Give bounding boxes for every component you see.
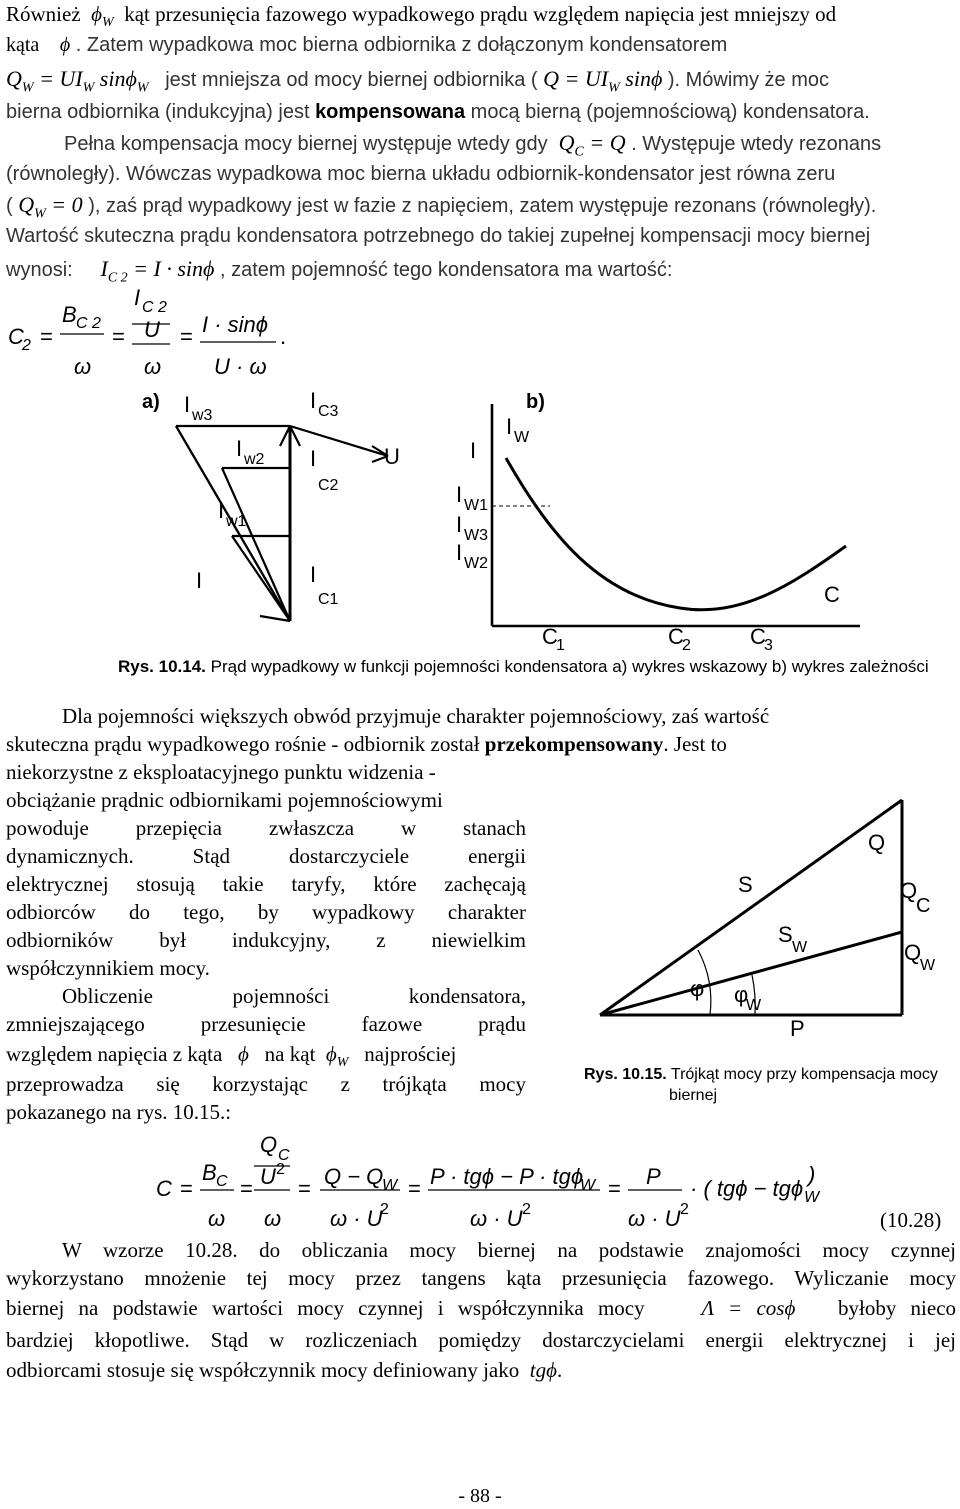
svg-text:2: 2 xyxy=(522,1201,531,1218)
p1-line-9: wynosi: $I_{C 2} = I \cdot \sin\phi$ , zatem pojemność tego kondensatora ma wartość: xyxy=(6,256,673,286)
svg-text:C: C xyxy=(216,1173,228,1190)
svg-text:Q: Q xyxy=(904,940,922,965)
formula-10-28 xyxy=(150,1126,820,1242)
svg-text:I: I xyxy=(456,540,463,565)
svg-text:Q: Q xyxy=(260,1132,278,1157)
p3-line-2: zmniejszającego przesunięcie fazowe prądu xyxy=(6,1012,526,1036)
svg-text:W: W xyxy=(514,429,530,446)
svg-text:Q: Q xyxy=(868,830,886,855)
p4-line-2: wykorzystano mnożenie tej mocy przez tangens kąta przesunięcia fazowego. Wyliczanie mocy xyxy=(6,1266,956,1290)
svg-text:Q − Q: Q − Q xyxy=(324,1164,384,1189)
svg-text:W: W xyxy=(382,1177,398,1194)
caption-number: Rys. 10.14. xyxy=(118,657,206,676)
phasor-u xyxy=(290,426,388,456)
p4-text: odbiorcami stosuje się współczynnik mocy definiowany jako xyxy=(6,1358,520,1382)
p1-text: Również xyxy=(6,2,81,26)
svg-text:1: 1 xyxy=(556,637,565,654)
p2-line-4: obciążanie prądnic odbiornikami pojemnościowymi xyxy=(6,788,443,812)
p1-line-1: Również $\phi_W$ kąt przesunięcia fazowego wypadkowego prądu względem napięcia jest mniejszy od xyxy=(6,2,837,31)
p3-line-3: względem napięcia z kąta ϕ na kąt $\phi_W$ najprościej xyxy=(6,1042,457,1071)
power-triangle xyxy=(600,800,902,1015)
svg-text:=: = xyxy=(40,324,53,349)
p2-text: . Jest to xyxy=(663,732,727,756)
p4-line-4: bardziej kłopotliwe. Stąd w rozliczeniach pomiędzy dostarczycielami energii elektrycznej i jej xyxy=(6,1328,956,1352)
p2-line-2 xyxy=(6,730,956,759)
current-curve xyxy=(506,458,846,610)
p1-text: wynosi: xyxy=(6,259,73,281)
svg-text:I: I xyxy=(196,568,203,593)
svg-text:=: = xyxy=(408,1176,421,1201)
p2-line-10: współczynnikiem mocy. xyxy=(6,956,210,980)
caption-text: Trójkąt mocy przy kompensacja mocy xyxy=(670,1066,938,1083)
svg-text:=: = xyxy=(180,1176,193,1201)
p2-line-1 xyxy=(62,702,956,731)
p1-text: , zatem pojemność tego kondensatora ma wartość: xyxy=(219,259,673,281)
p2-line-5: powoduje przepięcia zwłaszcza w stanach xyxy=(6,816,526,840)
svg-text:C: C xyxy=(8,324,24,349)
svg-text:C: C xyxy=(156,1176,172,1201)
svg-text:C: C xyxy=(824,582,840,607)
svg-text:I: I xyxy=(218,498,225,523)
p4-line-3: biernej na podstawie wartości mocy czynnej i współczynnika mocy Λ = cosϕ byłoby nieco xyxy=(6,1296,957,1320)
svg-text:=: = xyxy=(112,324,125,349)
svg-text:I: I xyxy=(310,388,317,413)
svg-text:φ: φ xyxy=(690,976,705,1001)
curve-diagram xyxy=(492,404,860,626)
figure-10-15-caption xyxy=(584,1064,938,1106)
p1-text: ). Mówimy że moc xyxy=(667,69,829,91)
svg-text:B: B xyxy=(202,1160,217,1185)
svg-text:I: I xyxy=(236,436,243,461)
figure-10-15 xyxy=(580,780,956,1070)
svg-text:C1: C1 xyxy=(318,591,339,608)
caption-text: biernej xyxy=(669,1087,718,1104)
svg-text:3: 3 xyxy=(764,637,773,654)
svg-text:2: 2 xyxy=(680,1201,689,1218)
p1-text: mocą bierną (pojemnościową) kondensatora. xyxy=(470,101,870,123)
fig-b-label: b) xyxy=(526,391,545,413)
p1-line-8 xyxy=(6,222,956,251)
svg-text:B: B xyxy=(62,302,77,327)
svg-text:C 2: C 2 xyxy=(76,315,101,332)
svg-text:W2: W2 xyxy=(464,555,488,572)
svg-text:ω: ω xyxy=(208,1206,226,1231)
svg-text:I: I xyxy=(310,562,317,587)
p1-bold-term: kompensowana xyxy=(315,101,466,123)
svg-text:C 2: C 2 xyxy=(142,299,167,316)
svg-text:2: 2 xyxy=(22,337,31,354)
p1-line-5: Pełna kompensacja mocy biernej występuje wtedy gdy $Q_C = Q$ . Występuje wtedy rezonans xyxy=(64,130,882,160)
svg-text:I: I xyxy=(456,512,463,537)
svg-text:· ( tgϕ − tgϕ: · ( tgϕ − tgϕ xyxy=(690,1176,804,1201)
svg-text:w1: w1 xyxy=(226,513,247,530)
p1-text: jest mniejsza od mocy biernej odbiornika ( xyxy=(165,69,538,91)
svg-text:W: W xyxy=(920,957,936,974)
p1-line-6 xyxy=(6,160,956,189)
svg-text:w3: w3 xyxy=(192,407,213,424)
formula-10-28-close xyxy=(808,1160,848,1200)
svg-text:W: W xyxy=(792,939,808,956)
p2-line-6: dynamicznych. Stąd dostarczyciele energii xyxy=(6,844,526,868)
figure-10-14-caption xyxy=(118,657,929,677)
caption-number: Rys. 10.15. xyxy=(584,1066,667,1083)
p3-text: na kąt xyxy=(264,1042,316,1066)
fig-a-label: a) xyxy=(142,391,160,413)
svg-text:W3: W3 xyxy=(464,527,488,544)
svg-text:2: 2 xyxy=(682,637,691,654)
svg-text:U: U xyxy=(144,317,160,342)
svg-text:W: W xyxy=(746,997,762,1014)
svg-text:ω: ω xyxy=(264,1206,282,1231)
p3-text: najprościej xyxy=(364,1042,457,1066)
svg-text:2: 2 xyxy=(276,1161,285,1178)
svg-text:U · ω: U · ω xyxy=(214,354,267,379)
p1-text: ), zaś prąd wypadkowy jest w fazie z napięciem, zatem występuje rezonans (równoległy). xyxy=(88,195,877,217)
p2-line-8: odbiorców do tego, by wypadkowy charakter xyxy=(6,900,526,924)
svg-text:S: S xyxy=(778,922,793,947)
p2-text: Dla pojemności większych obwód przyjmuje charakter pojemnościowy, zaś wartość xyxy=(62,704,770,728)
p1-text: (równoległy). Wówczas wypadkowa moc bierna układu odbiornik-kondensator jest równa zeru xyxy=(6,163,836,185)
svg-text:2: 2 xyxy=(380,1201,389,1218)
hypotenuse-s xyxy=(600,800,902,1015)
svg-text:ω: ω xyxy=(74,354,92,379)
p4-text: biernej na podstawie wartości mocy czynnej i współczynnika mocy xyxy=(6,1296,645,1320)
p3-line-1: Obliczenie pojemności kondensatora, xyxy=(62,984,526,1008)
svg-text:I: I xyxy=(310,446,317,471)
svg-text:W: W xyxy=(580,1177,596,1194)
svg-text:=: = xyxy=(240,1176,253,1201)
page-number: - 88 - xyxy=(458,1485,502,1507)
svg-text:w2: w2 xyxy=(244,451,265,468)
svg-text:.: . xyxy=(280,324,287,349)
p1-text: Wartość skuteczna prądu kondensatora potrzebnego do takiej zupełnej kompensacji mocy biernej xyxy=(6,225,871,247)
phasor-iw2 xyxy=(222,468,290,621)
svg-text:P: P xyxy=(646,1164,661,1189)
svg-text:S: S xyxy=(738,872,753,897)
p1-text: . Zatem wypadkowa moc bierna odbiornika z dołączonym kondensatorem xyxy=(75,34,728,56)
p2-line-7: elektrycznej stosują takie taryfy, które zachęcają xyxy=(6,872,526,896)
p1-line-7: ( $Q_W = 0$ ), zaś prąd wypadkowy jest w fazie z napięciem, zatem występuje rezonans (równoległy). xyxy=(6,192,877,222)
svg-text:P: P xyxy=(790,1016,805,1041)
phasor-labels xyxy=(184,388,400,608)
svg-text:ω: ω xyxy=(144,354,162,379)
svg-text:=: = xyxy=(180,324,193,349)
p1-line-4 xyxy=(6,98,956,127)
p2-line-3: niekorzystne z eksploatacyjnego punktu widzenia - xyxy=(6,760,436,784)
svg-text:): ) xyxy=(808,1162,816,1187)
p1-text: . Występuje wtedy rezonans xyxy=(631,133,882,155)
p1-text: kąta xyxy=(6,34,40,56)
svg-text:I: I xyxy=(470,438,477,463)
svg-text:W1: W1 xyxy=(464,497,488,514)
p3-line-4: przeprowadza się korzystając z trójkąta mocy xyxy=(6,1072,526,1096)
svg-text:ω · U: ω · U xyxy=(628,1206,681,1231)
svg-text:C: C xyxy=(278,1147,290,1164)
p2-text: skuteczna prądu wypadkowego rośnie - odbiornik został xyxy=(6,732,480,756)
curve-labels xyxy=(456,414,840,654)
p1-line-2: kąta ϕ . Zatem wypadkowa moc bierna odbiornika z dołączonym kondensatorem xyxy=(6,34,728,56)
svg-text:C: C xyxy=(542,624,558,649)
svg-text:=: = xyxy=(608,1176,621,1201)
svg-text:C: C xyxy=(916,895,931,917)
phasor-diagram xyxy=(176,426,388,621)
svg-text:φ: φ xyxy=(734,982,749,1007)
p1-line-3: $Q_W = UI_W$ sinϕ$_W$ jest mniejsza od mocy biernej odbiornika ( $Q = UI_W$ sinϕ ). Mówimy że moc xyxy=(6,66,829,96)
svg-text:W: W xyxy=(804,1189,820,1206)
svg-text:U: U xyxy=(384,444,400,469)
p1-text: kąt przesunięcia fazowego wypadkowego prądu względem napięcia jest mniejszy od xyxy=(124,2,837,26)
p3-line-5: pokazanego na rys. 10.15.: xyxy=(6,1100,232,1124)
svg-text:P · tgϕ − P · tgϕ: P · tgϕ − P · tgϕ xyxy=(430,1164,584,1189)
svg-text:I · sinϕ: I · sinϕ xyxy=(202,312,269,337)
p4-line-1: W wzorze 10.28. do obliczania mocy biernej na podstawie znajomości mocy czynnej xyxy=(62,1238,956,1262)
svg-text:Q: Q xyxy=(900,878,918,903)
svg-text:I: I xyxy=(184,392,191,417)
p2-bold-term: przekompensowany xyxy=(484,732,664,756)
svg-text:ω · U: ω · U xyxy=(330,1206,383,1231)
p4-text: byłoby nieco xyxy=(838,1296,957,1320)
svg-text:I: I xyxy=(456,482,463,507)
p4-line-5: odbiorcami stosuje się współczynnik mocy definiowany jako tgϕ. xyxy=(6,1358,563,1382)
svg-text:ω · U: ω · U xyxy=(470,1206,523,1231)
p1-text: bierna odbiornika (indukcyjna) jest xyxy=(6,101,310,123)
svg-text:U: U xyxy=(260,1164,276,1189)
figure-10-14 xyxy=(130,386,870,686)
svg-text:=: = xyxy=(298,1176,311,1201)
p3-text: względem napięcia z kąta xyxy=(6,1042,223,1066)
svg-text:C: C xyxy=(668,624,684,649)
svg-text:C3: C3 xyxy=(318,403,339,420)
p1-text: Pełna kompensacja mocy biernej występuje wtedy gdy xyxy=(64,133,548,155)
equation-number: (10.28) xyxy=(880,1208,942,1232)
svg-text:I: I xyxy=(506,414,513,439)
svg-text:C: C xyxy=(750,624,766,649)
svg-text:I: I xyxy=(134,285,141,310)
formula-c2 xyxy=(0,282,300,382)
svg-text:C2: C2 xyxy=(318,477,339,494)
caption-text: Prąd wypadkowy w funkcji pojemności kondensatora a) wykres wskazowy b) wykres zależności xyxy=(210,657,929,676)
p2-line-9: odbiorników był indukcyjny, z niewielkim xyxy=(6,928,526,952)
